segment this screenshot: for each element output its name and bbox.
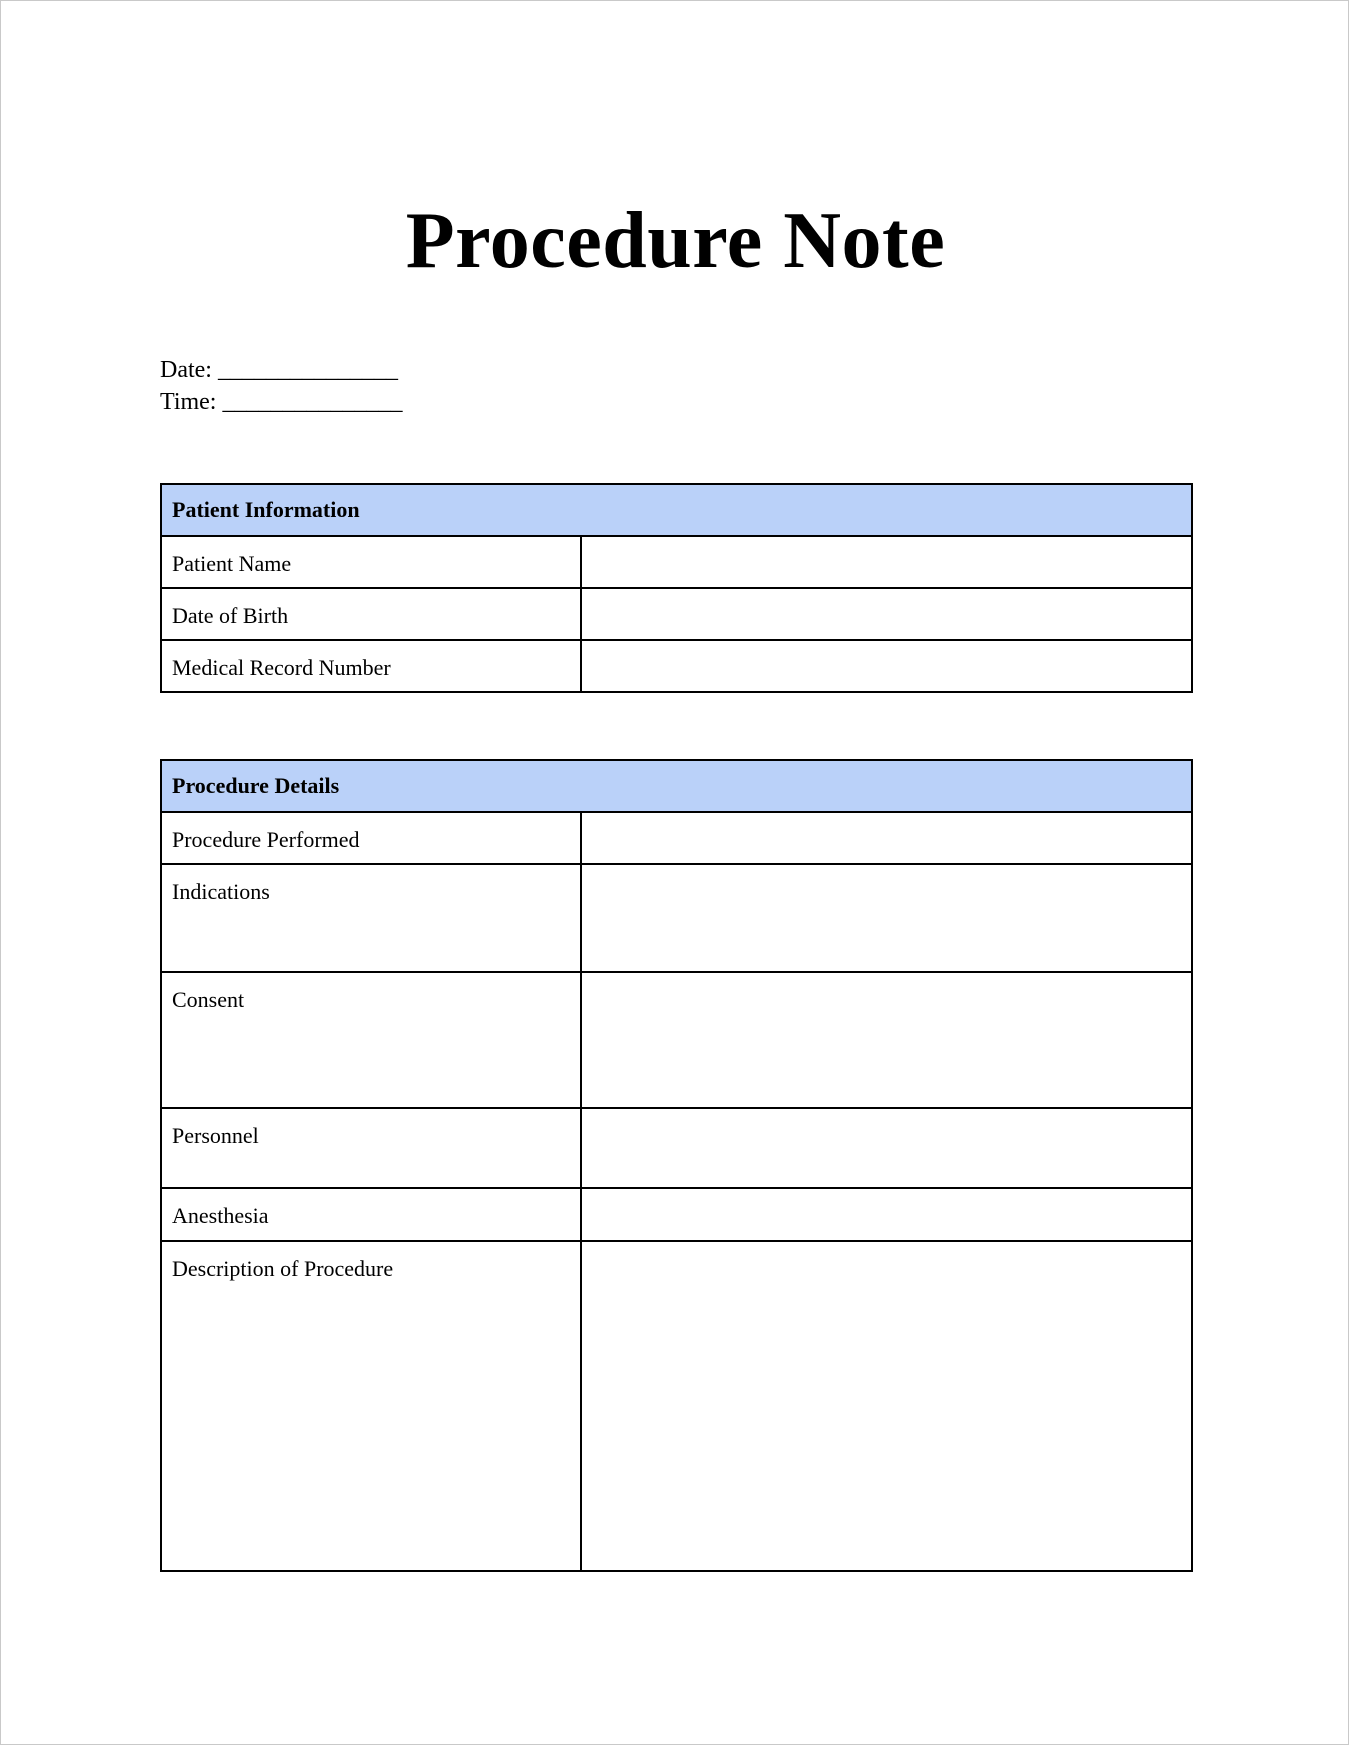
table-row (161, 812, 1192, 864)
personnel-label: Personnel (161, 1108, 581, 1188)
indications-label: Indications (161, 864, 581, 972)
consent-label: Consent (161, 972, 581, 1108)
patient-name-value[interactable] (581, 536, 1192, 588)
table-row (161, 1188, 1192, 1241)
description-of-procedure-value[interactable] (581, 1241, 1192, 1571)
section-header-row (161, 760, 1192, 812)
date-of-birth-value[interactable] (581, 588, 1192, 640)
anesthesia-value[interactable] (581, 1188, 1192, 1241)
procedure-details-header: Procedure Details (161, 760, 1192, 812)
date-field[interactable]: Date: _______________ (160, 357, 398, 383)
patient-name-label: Patient Name (161, 536, 581, 588)
indications-value[interactable] (581, 864, 1192, 972)
date-of-birth-label: Date of Birth (161, 588, 581, 640)
anesthesia-label: Anesthesia (161, 1188, 581, 1241)
table-row (161, 640, 1192, 692)
time-field[interactable]: Time: _______________ (160, 389, 403, 415)
medical-record-number-label: Medical Record Number (161, 640, 581, 692)
section-header-row (161, 484, 1192, 536)
medical-record-number-value[interactable] (581, 640, 1192, 692)
table-row (161, 1241, 1192, 1571)
patient-information-table (160, 483, 1193, 693)
procedure-performed-label: Procedure Performed (161, 812, 581, 864)
patient-information-header: Patient Information (161, 484, 1192, 536)
table-row (161, 1108, 1192, 1188)
table-row (161, 536, 1192, 588)
table-row (161, 972, 1192, 1108)
consent-value[interactable] (581, 972, 1192, 1108)
description-of-procedure-label: Description of Procedure (161, 1241, 581, 1571)
personnel-value[interactable] (581, 1108, 1192, 1188)
page-title: Procedure Note (405, 197, 946, 285)
procedure-performed-value[interactable] (581, 812, 1192, 864)
table-row (161, 588, 1192, 640)
procedure-details-table (160, 759, 1193, 1572)
table-row (161, 864, 1192, 972)
